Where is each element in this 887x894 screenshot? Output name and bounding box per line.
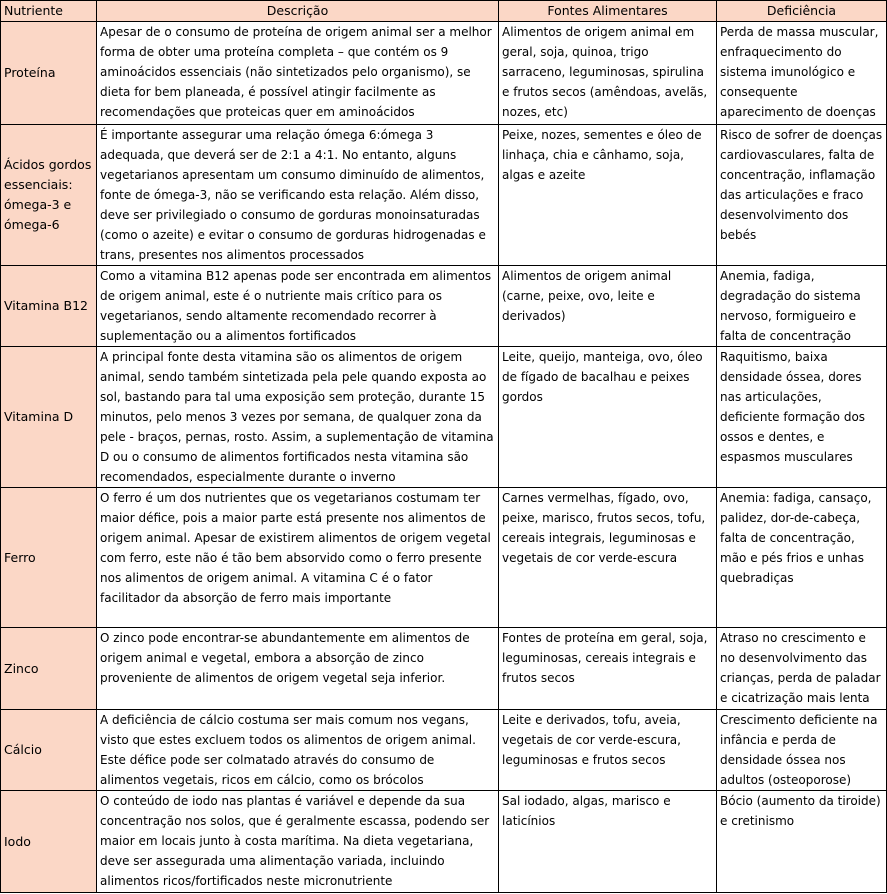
nutrient-sources: Alimentos de origem animal em geral, soja, quinoa, trigo sarraceno, leguminosas, spirulina e frutos secos (amêndoas, avelãs, nozes, etc) xyxy=(499,22,717,125)
nutrient-name: Ácidos gordos essenciais: ómega-3 e ómega-6 xyxy=(1,125,97,266)
nutrient-description: O zinco pode encontrar-se abundantemente em alimentos de origem animal e vegetal, embora a absorção de zinco proveniente de alimentos de origem vegetal seja inferior. xyxy=(97,628,499,710)
table-row xyxy=(1,266,887,347)
nutrient-description: Apesar de o consumo de proteína de origem animal ser a melhor forma de obter uma proteína completa – que contém os 9 aminoácidos essenciais (não sintetizados pelo organismo), se dieta for bem planeada, é possível atingir facilmente as recomendações que proteicas quer em aminoácidos xyxy=(97,22,499,125)
nutrient-deficiency: Raquitismo, baixa densidade óssea, dores nas articulações, deficiente formação dos ossos e dentes, e espasmos musculares xyxy=(717,347,887,488)
table-row xyxy=(1,791,887,893)
nutrient-deficiency: Crescimento deficiente na infância e perda de densidade óssea nos adultos (osteoporose) xyxy=(717,710,887,791)
table-row xyxy=(1,22,887,125)
table-row xyxy=(1,347,887,488)
nutrient-sources: Peixe, nozes, sementes e óleo de linhaça, chia e cânhamo, soja, algas e azeite xyxy=(499,125,717,266)
header-nutrient: Nutriente xyxy=(1,1,97,22)
header-sources: Fontes Alimentares xyxy=(499,1,717,22)
nutrient-sources: Leite e derivados, tofu, aveia, vegetais de cor verde-escura, leguminosas e frutos secos xyxy=(499,710,717,791)
nutrient-name: Vitamina B12 xyxy=(1,266,97,347)
table-row xyxy=(1,710,887,791)
nutrient-name: Zinco xyxy=(1,628,97,710)
header-deficiency: Deficiência xyxy=(717,1,887,22)
nutrient-deficiency: Anemia, fadiga, degradação do sistema nervoso, formigueiro e falta de concentração xyxy=(717,266,887,347)
nutrient-description: O ferro é um dos nutrientes que os vegetarianos costumam ter maior défice, pois a maior parte está presente nos alimentos de origem animal. Apesar de existirem alimentos de origem vegetal com ferro, este não é tão bem absorvido como o ferro presente nos alimentos de origem animal. A vitamina C é o fator facilitador da absorção de ferro mais importante xyxy=(97,488,499,628)
nutrient-sources: Sal iodado, algas, marisco e laticínios xyxy=(499,791,717,893)
table-row xyxy=(1,125,887,266)
nutrient-deficiency: Anemia: fadiga, cansaço, palidez, dor-de-cabeça, falta de concentração, mão e pés frios e unhas quebradiças xyxy=(717,488,887,628)
nutrient-name: Vitamina D xyxy=(1,347,97,488)
nutrient-name: Proteína xyxy=(1,22,97,125)
nutrient-description: É importante assegurar uma relação ómega 6:ómega 3 adequada, que deverá ser de 2:1 a 4:1. No entanto, alguns vegetarianos apresentam um consumo diminuído de alimentos, fonte de ómega-3, não se verificando esta relação. Além disso, deve ser privilegiado o consumo de gorduras monoinsaturadas (como o azeite) e evitar o consumo de gorduras hidrogenadas e trans, presentes nos alimentos processados xyxy=(97,125,499,266)
nutrient-name: Iodo xyxy=(1,791,97,893)
nutrient-sources: Alimentos de origem animal (carne, peixe, ovo, leite e derivados) xyxy=(499,266,717,347)
header-row xyxy=(1,1,887,22)
nutrient-sources: Carnes vermelhas, fígado, ovo, peixe, marisco, frutos secos, tofu, cereais integrais, leguminosas e vegetais de cor verde-escura xyxy=(499,488,717,628)
header-description: Descrição xyxy=(97,1,499,22)
nutrient-deficiency: Perda de massa muscular, enfraquecimento do sistema imunológico e consequente aparecimento de doenças xyxy=(717,22,887,125)
nutrient-description: A principal fonte desta vitamina são os alimentos de origem animal, sendo também sintetizada pela pele quando exposta ao sol, bastando para tal uma exposição sem proteção, durante 15 minutos, pelo menos 3 vezes por semana, de qualquer zona da pele - braços, pernas, rosto. Assim, a suplementação de vitamina D ou o consumo de alimentos fortificados nesta vitamina são recomendados, especialmente durante o inverno xyxy=(97,347,499,488)
table-row xyxy=(1,628,887,710)
nutrient-deficiency: Atraso no crescimento e no desenvolvimento das crianças, perda de paladar e cicatrização mais lenta xyxy=(717,628,887,710)
nutrient-name: Cálcio xyxy=(1,710,97,791)
nutrient-deficiency: Bócio (aumento da tiroide) e cretinismo xyxy=(717,791,887,893)
nutrient-description: O conteúdo de iodo nas plantas é variável e depende da sua concentração nos solos, que é geralmente escassa, podendo ser maior em locais junto à costa marítima. Na dieta vegetariana, deve ser assegurada uma alimentação variada, incluindo alimentos ricos/fortificados neste micronutriente xyxy=(97,791,499,893)
nutrient-description: Como a vitamina B12 apenas pode ser encontrada em alimentos de origem animal, este é o nutriente mais crítico para os vegetarianos, sendo altamente recomendado recorrer à suplementação ou a alimentos fortificados xyxy=(97,266,499,347)
nutrient-deficiency: Risco de sofrer de doenças cardiovasculares, falta de concentração, inflamação das articulações e fraco desenvolvimento dos bebés xyxy=(717,125,887,266)
table-row xyxy=(1,488,887,628)
nutrient-name: Ferro xyxy=(1,488,97,628)
nutrient-description: A deficiência de cálcio costuma ser mais comum nos vegans, visto que estes excluem todos os alimentos de origem animal. Este défice pode ser colmatado através do consumo de alimentos vegetais, ricos em cálcio, como os brócolos xyxy=(97,710,499,791)
nutrient-sources: Leite, queijo, manteiga, ovo, óleo de fígado de bacalhau e peixes gordos xyxy=(499,347,717,488)
nutrient-sources: Fontes de proteína em geral, soja, leguminosas, cereais integrais e frutos secos xyxy=(499,628,717,710)
